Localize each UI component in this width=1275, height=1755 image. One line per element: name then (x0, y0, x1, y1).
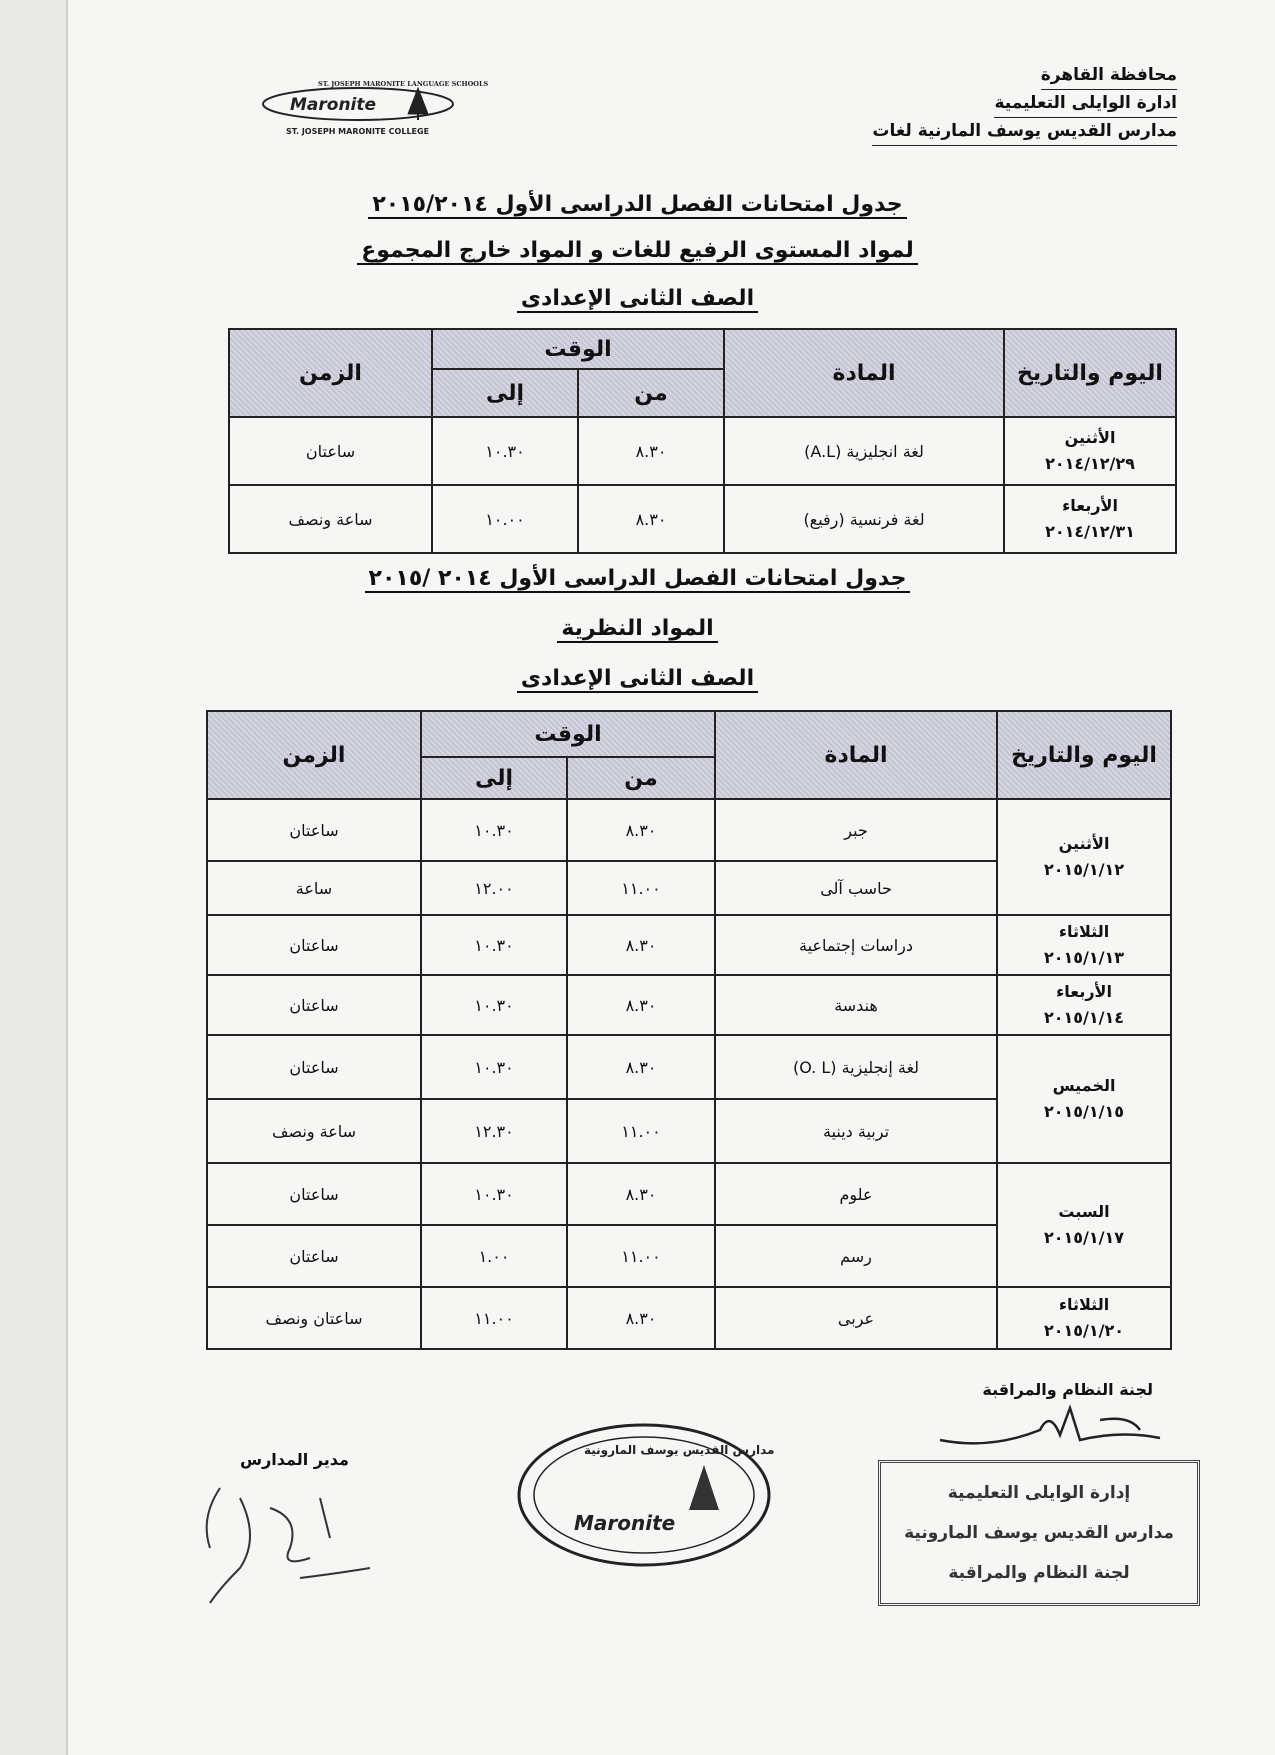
to-cell: ١٠.٣٠ (421, 1163, 567, 1225)
table-row (207, 915, 1171, 975)
from-cell: ٨.٣٠ (567, 1163, 715, 1225)
header-to: إلى (432, 369, 578, 417)
school-name: مدارس القديس يوسف المارنية لغات (872, 118, 1177, 146)
subject-cell: لغة انجليزية (A.L) (724, 417, 1004, 485)
day-date-cell: الخميس ٢٠١٥/١/١٥ (997, 1035, 1171, 1163)
to-cell: ١٠.٣٠ (421, 1035, 567, 1099)
table2-subtitle: المواد النظرية (0, 616, 1275, 641)
table-row (207, 799, 1171, 861)
governorate-text: محافظة القاهرة (1041, 62, 1177, 90)
table-row (207, 1287, 1171, 1349)
duration-cell: ساعتان (207, 1225, 421, 1287)
from-cell: ٨.٣٠ (567, 1035, 715, 1099)
committee-label: لجنة النظام والمراقبة (982, 1380, 1153, 1399)
table2-grade: الصف الثانى الإعدادى (0, 666, 1275, 691)
subject-cell: دراسات إجتماعية (715, 915, 997, 975)
duration-cell: ساعتان (207, 1163, 421, 1225)
to-cell: ١١.٠٠ (421, 1287, 567, 1349)
header-from: من (578, 369, 724, 417)
header-duration: الزمن (207, 711, 421, 799)
header-time: الوقت (421, 711, 715, 757)
day-date-cell: الأربعاء ٢٠١٥/١/١٤ (997, 975, 1171, 1035)
header-from: من (567, 757, 715, 799)
from-cell: ٨.٣٠ (578, 417, 724, 485)
director-label: مدير المدارس (240, 1450, 349, 1469)
stamp-line3: لجنة النظام والمراقبة (948, 1563, 1130, 1583)
subject-cell: هندسة (715, 975, 997, 1035)
seal-brand: Maronite (574, 1511, 676, 1535)
from-cell: ٨.٣٠ (567, 1287, 715, 1349)
duration-cell: ساعة ونصف (207, 1099, 421, 1163)
table-row (207, 975, 1171, 1035)
table-row (207, 1035, 1171, 1099)
to-cell: ١.٠٠ (421, 1225, 567, 1287)
to-cell: ١٠.٣٠ (421, 975, 567, 1035)
committee-signature (930, 1400, 1170, 1460)
table-row (229, 485, 1176, 553)
table1-subtitle: لمواد المستوى الرفيع للغات و المواد خارج المجموع (0, 238, 1275, 263)
from-cell: ٨.٣٠ (567, 915, 715, 975)
from-cell: ١١.٠٠ (567, 1225, 715, 1287)
office-stamp (878, 1460, 1200, 1606)
day-date-cell: الأثنين ٢٠١٥/١/١٢ (997, 799, 1171, 915)
header-subject: المادة (715, 711, 997, 799)
subject-cell: حاسب آلى (715, 861, 997, 915)
logo-top-text: ST. JOSEPH MARONITE LANGUAGE SCHOOLS (318, 80, 489, 88)
from-cell: ٨.٣٠ (567, 975, 715, 1035)
subject-cell: تربية دينية (715, 1099, 997, 1163)
stamp-line1: إدارة الوايلى التعليمية (947, 1483, 1131, 1503)
duration-cell: ساعتان ونصف (207, 1287, 421, 1349)
day-date-cell: الأربعاء ٢٠١٤/١٢/٣١ (1004, 485, 1176, 553)
duration-cell: ساعة ونصف (229, 485, 432, 553)
duration-cell: ساعة (207, 861, 421, 915)
duration-cell: ساعتان (207, 915, 421, 975)
header-block (872, 62, 1177, 146)
from-cell: ٨.٣٠ (567, 799, 715, 861)
to-cell: ١٢.٣٠ (421, 1099, 567, 1163)
header-subject: المادة (724, 329, 1004, 417)
subject-cell: رسم (715, 1225, 997, 1287)
logo-brand: Maronite (290, 95, 377, 115)
to-cell: ١٢.٠٠ (421, 861, 567, 915)
administration-text: ادارة الوايلى التعليمية (994, 90, 1177, 118)
duration-cell: ساعتان (229, 417, 432, 485)
to-cell: ١٠.٣٠ (421, 799, 567, 861)
to-cell: ١٠.٣٠ (421, 915, 567, 975)
subject-cell: علوم (715, 1163, 997, 1225)
duration-cell: ساعتان (207, 799, 421, 861)
header-time: الوقت (432, 329, 724, 369)
table-row (229, 417, 1176, 485)
school-seal (514, 1420, 774, 1570)
school-logo (258, 74, 489, 140)
table1 (228, 328, 1177, 554)
duration-cell: ساعتان (207, 1035, 421, 1099)
from-cell: ١١.٠٠ (567, 861, 715, 915)
header-day-date: اليوم والتاريخ (1004, 329, 1176, 417)
day-date-cell: السبت ٢٠١٥/١/١٧ (997, 1163, 1171, 1287)
stamp-line2: مدارس القديس يوسف المارونية (904, 1523, 1174, 1543)
day-date-cell: الثلاثاء ٢٠١٥/١/١٣ (997, 915, 1171, 975)
scan-edge (0, 0, 68, 1755)
director-signature (200, 1478, 380, 1608)
header-day-date: اليوم والتاريخ (997, 711, 1171, 799)
table1-title: جدول امتحانات الفصل الدراسى الأول ٢٠١٥/٢٠١٤ (0, 192, 1275, 217)
duration-cell: ساعتان (207, 975, 421, 1035)
from-cell: ٨.٣٠ (578, 485, 724, 553)
table2-title: جدول امتحانات الفصل الدراسى الأول ٢٠١٤ /٢٠١٥ (0, 566, 1275, 591)
header-duration: الزمن (229, 329, 432, 417)
from-cell: ١١.٠٠ (567, 1099, 715, 1163)
table2 (206, 710, 1172, 1350)
table1-grade: الصف الثانى الإعدادى (0, 286, 1275, 311)
subject-cell: عربى (715, 1287, 997, 1349)
day-date-cell: الثلاثاء ٢٠١٥/١/٢٠ (997, 1287, 1171, 1349)
subject-cell: لغة إنجليزية (O. L) (715, 1035, 997, 1099)
day-date-cell: الأثنين ٢٠١٤/١٢/٢٩ (1004, 417, 1176, 485)
to-cell: ١٠.٣٠ (432, 417, 578, 485)
seal-arc-text: مدارس القديس يوسف المارونية (584, 1443, 775, 1457)
table-row (207, 1163, 1171, 1225)
header-to: إلى (421, 757, 567, 799)
subject-cell: جبر (715, 799, 997, 861)
to-cell: ١٠.٠٠ (432, 485, 578, 553)
logo-bottom-text: ST. JOSEPH MARONITE COLLEGE (286, 127, 430, 136)
subject-cell: لغة فرنسية (رفيع) (724, 485, 1004, 553)
